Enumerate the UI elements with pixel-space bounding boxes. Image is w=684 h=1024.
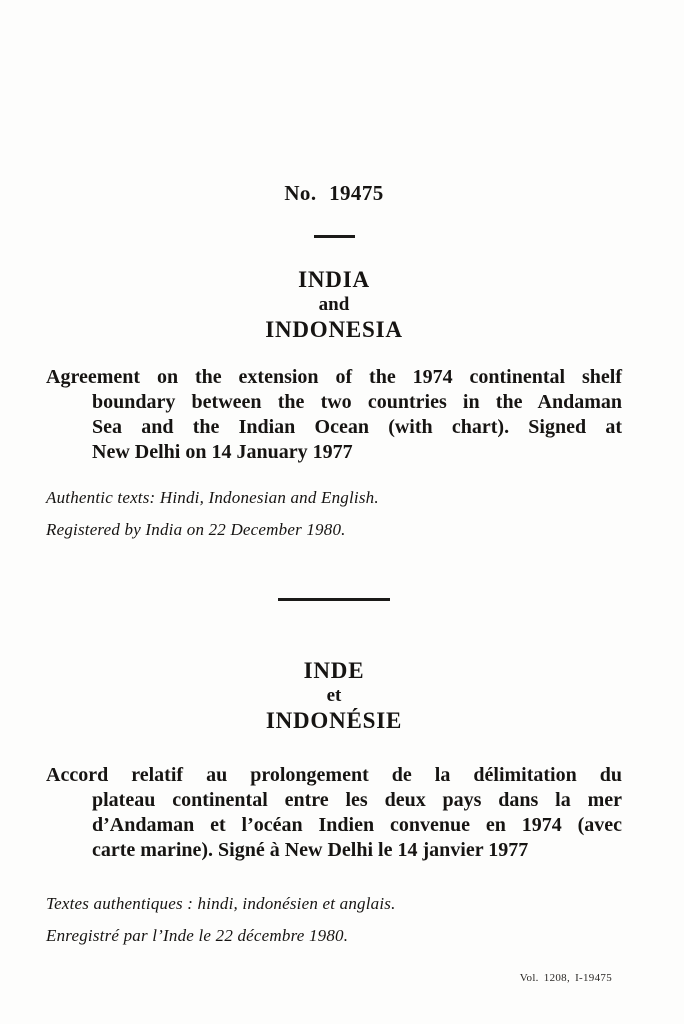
title-line-en-2: boundary between the two countries in the Andaman bbox=[92, 391, 622, 413]
title-line-fr-3: d’Andaman et l’océan Indien convenue en 1974 (avec bbox=[92, 814, 622, 836]
country-indonesia: INDONESIA bbox=[265, 317, 403, 342]
country-inde: INDE bbox=[303, 658, 365, 683]
treaty-title-french bbox=[46, 763, 622, 863]
conjunction-and: and bbox=[318, 294, 350, 315]
parties-english bbox=[46, 265, 622, 345]
title-line-en-4: New Delhi on 14 January 1977 bbox=[92, 441, 353, 463]
title-line-fr-2: plateau continental entre les deux pays dans la mer bbox=[92, 789, 622, 811]
title-line-en-1: Agreement on the extension of the 1974 continental shelf bbox=[46, 366, 622, 388]
country-indonesie: INDONÉSIE bbox=[265, 708, 403, 733]
title-line-en-3: Sea and the Indian Ocean (with chart). Signed at bbox=[92, 416, 622, 438]
parties-french bbox=[46, 656, 622, 736]
title-line-fr-4: carte marine). Signé à New Delhi le 14 janvier 1977 bbox=[92, 839, 529, 861]
divider-long bbox=[278, 598, 390, 601]
registration-note-french: Enregistré par l’Inde le 22 décembre 1980. bbox=[46, 926, 349, 945]
treaty-number: No. 19475 bbox=[284, 181, 384, 205]
treaty-title-english bbox=[46, 365, 622, 465]
divider-short bbox=[314, 235, 355, 238]
authentic-texts-french: Textes authentiques : hindi, indonésien et anglais. bbox=[46, 894, 396, 913]
country-india: INDIA bbox=[298, 267, 370, 292]
conjunction-et: et bbox=[326, 685, 342, 706]
volume-footer: Vol. 1208, I-19475 bbox=[519, 972, 612, 984]
registration-note-english: Registered by India on 22 December 1980. bbox=[46, 520, 346, 539]
title-line-fr-1: Accord relatif au prolongement de la délimitation du bbox=[46, 764, 622, 786]
authentic-texts-english: Authentic texts: Hindi, Indonesian and English. bbox=[46, 488, 379, 507]
